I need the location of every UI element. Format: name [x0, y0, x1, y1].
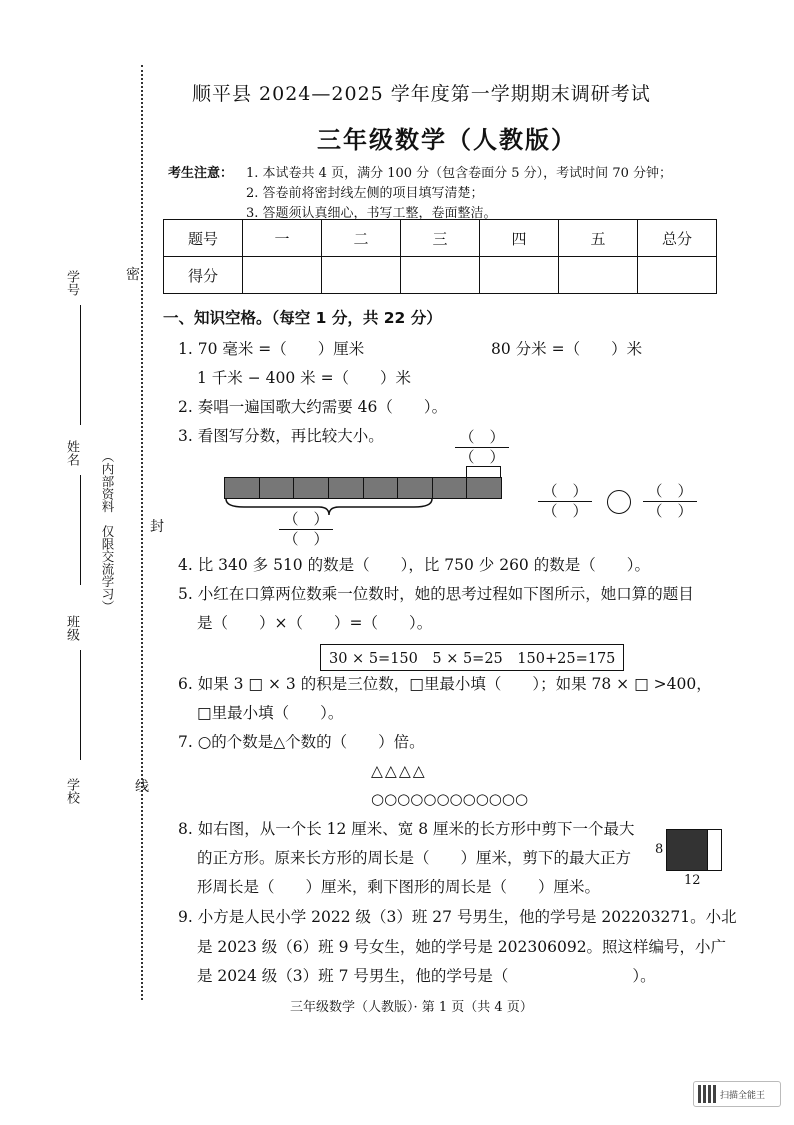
exam-subtitle: 三年级数学（人教版）: [317, 126, 577, 154]
score-header-cell: 二: [322, 220, 401, 257]
watermark-badge: [693, 1081, 781, 1107]
label-xingming: 姓名: [64, 440, 79, 466]
q7-triangles: △△△△: [371, 762, 427, 780]
frac-blank[interactable]: （ ）: [459, 447, 505, 466]
seal-char-xian: 线: [135, 779, 149, 795]
bar-part: [329, 478, 364, 498]
q5-formula-box: 30 × 5=150 5 × 5=25 150+25=175: [320, 644, 624, 671]
frac-blank[interactable]: （ ）: [459, 428, 505, 446]
score-table: [163, 219, 717, 294]
q9c: 是 2024 级（3）班 7 号男生，他的学号是（ ）。: [197, 967, 656, 985]
score-header-cell: 总分: [638, 220, 717, 257]
score-row-label: 得分: [164, 257, 243, 294]
frac-blank[interactable]: （ ）: [283, 510, 329, 528]
bar-part: [433, 478, 468, 498]
field-xingming-line[interactable]: [80, 475, 81, 585]
exam-title: 顺平县 2024—2025 学年度第一学期期末调研考试: [192, 83, 651, 105]
bar-part: [225, 478, 260, 498]
score-cell[interactable]: [322, 257, 401, 294]
section-heading: 一、知识空格。（每空 1 分，共 22 分）: [163, 309, 442, 327]
q3-top-fraction: [455, 428, 509, 467]
frac-blank[interactable]: （ ）: [542, 482, 588, 500]
q8b: 的正方形。原来长方形的周长是（ ）厘米，剪下的最大正方: [197, 849, 632, 867]
q5b: 是（ ）×（ ）=（ ）。: [197, 614, 433, 632]
q9b: 是 2023 级（6）班 9 号女生，她的学号是 202306092。照这样编号，小广: [197, 938, 727, 956]
q6b: □里最小填（ ）。: [197, 704, 344, 722]
bar-part: [467, 478, 501, 498]
score-table-score-row: [164, 257, 717, 294]
q3: 3. 看图写分数，再比较大小。: [178, 427, 384, 445]
qr-code-icon: [698, 1085, 716, 1103]
frac-blank[interactable]: （ ）: [647, 501, 693, 520]
remaining-part: [707, 830, 721, 870]
q4: 4. 比 340 多 510 的数是（ ），比 750 少 260 的数是（ ）。: [178, 556, 650, 574]
bar-part: [364, 478, 399, 498]
score-cell[interactable]: [638, 257, 717, 294]
field-banji-line[interactable]: [80, 650, 81, 760]
q8a: 8. 如右图，从一个长 12 厘米、宽 8 厘米的长方形中剪下一个最大: [178, 820, 635, 838]
q3-top-bracket: [466, 466, 501, 477]
score-header-cell: 题号: [164, 220, 243, 257]
q1b: 80 分米 =（ ）米: [491, 340, 643, 358]
bar-part: [260, 478, 295, 498]
q3-bottom-fraction: [279, 510, 333, 549]
q1c: 1 千米 − 400 米 =（ ）米: [197, 369, 412, 387]
cut-square: [667, 830, 707, 870]
score-cell[interactable]: [243, 257, 322, 294]
field-xuehao-line[interactable]: [80, 305, 81, 425]
bar-part: [294, 478, 329, 498]
internal-note: （内部资料 仅限交流学习）: [100, 450, 115, 613]
score-cell[interactable]: [480, 257, 559, 294]
page-footer: 三年级数学（人教版）· 第 1 页（共 4 页）: [290, 1000, 533, 1015]
score-table-header-row: [164, 220, 717, 257]
q8-length-label: 12: [684, 873, 701, 888]
watermark-text: 扫描全能王: [720, 1090, 766, 1101]
q3-compare-left: [538, 482, 592, 521]
q8-width-label: 8: [655, 842, 664, 857]
q9a: 9. 小方是人民小学 2022 级（3）班 27 号男生，他的学号是 202203271。小北: [178, 908, 737, 926]
seal-char-mi: 密: [126, 267, 140, 283]
bar-part: [398, 478, 433, 498]
frac-blank[interactable]: （ ）: [542, 501, 588, 520]
label-banji: 班级: [64, 615, 79, 641]
q3-bar-figure: [224, 477, 502, 499]
q5a: 5. 小红在口算两位数乘一位数时，她的思考过程如下图所示，她口算的题目: [178, 585, 694, 603]
binding-dotted-line: [141, 65, 143, 1000]
notice-label: 考生注意：: [168, 166, 234, 181]
score-header-cell: 四: [480, 220, 559, 257]
score-cell[interactable]: [401, 257, 480, 294]
q8c: 形周长是（ ）厘米，剩下图形的周长是（ ）厘米。: [197, 878, 601, 896]
frac-blank[interactable]: （ ）: [283, 529, 329, 548]
q3-compare-right: [643, 482, 697, 521]
q2: 2. 奏唱一遍国歌大约需要 46（ ）。: [178, 398, 448, 416]
score-cell[interactable]: [559, 257, 638, 294]
q1a: 1. 70 毫米 =（ ）厘米: [178, 340, 365, 358]
compare-circle[interactable]: [607, 490, 631, 514]
score-header-cell: 五: [559, 220, 638, 257]
notice-item-3: 3. 答题须认真细心，书写工整，卷面整洁。: [246, 206, 497, 221]
notice-item-2: 2. 答卷前将密封线左侧的项目填写清楚；: [246, 186, 484, 201]
q7: 7. ○的个数是△个数的（ ）倍。: [178, 733, 425, 751]
q6a: 6. 如果 3 □ × 3 的积是三位数，□里最小填（ ）；如果 78 × □ >400，: [178, 675, 712, 693]
label-xuehao: 学号: [64, 270, 79, 296]
q8-rectangle-figure: [666, 829, 722, 871]
label-xuexiao: 学校: [64, 778, 79, 804]
q7-circles: ○○○○○○○○○○○○: [371, 790, 529, 808]
notice-item-1: 1. 本试卷共 4 页，满分 100 分（包含卷面分 5 分），考试时间 70 分钟；: [246, 166, 672, 181]
score-header-cell: 三: [401, 220, 480, 257]
score-header-cell: 一: [243, 220, 322, 257]
seal-char-feng: 封: [150, 519, 164, 535]
frac-blank[interactable]: （ ）: [647, 482, 693, 500]
